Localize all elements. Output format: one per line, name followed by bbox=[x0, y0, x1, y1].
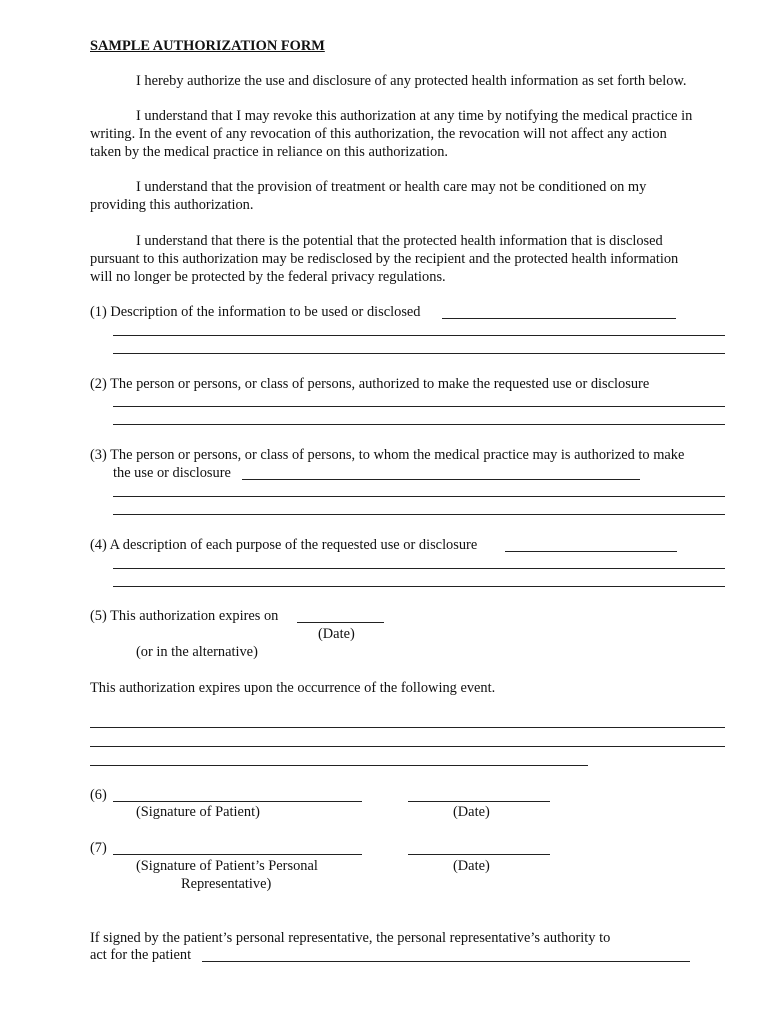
signature-6-number: (6) bbox=[90, 787, 107, 803]
expiration-event-field-line[interactable] bbox=[90, 765, 588, 766]
paragraph-redisclose-line2: pursuant to this authorization may be redisclosed by the recipient and the protected health information bbox=[90, 251, 679, 267]
patient-date-caption: (Date) bbox=[453, 804, 490, 820]
item-4-field-line[interactable] bbox=[113, 568, 725, 569]
expiration-event-field-line[interactable] bbox=[90, 746, 725, 747]
item-1-field-line[interactable] bbox=[113, 335, 725, 336]
patient-signature-date-field[interactable] bbox=[408, 801, 550, 802]
item-3-field-line[interactable] bbox=[113, 496, 725, 497]
representative-signature-caption-line1: (Signature of Patient’s Personal bbox=[136, 858, 318, 874]
paragraph-revoke-line3: taken by the medical practice in reliance on this authorization. bbox=[90, 144, 449, 160]
expiration-event-label: This authorization expires upon the occurrence of the following event. bbox=[90, 680, 496, 696]
item-3-label-line2: the use or disclosure bbox=[113, 465, 231, 481]
paragraph-authorize: I hereby authorize the use and disclosure of any protected health information as set forth below. bbox=[136, 73, 687, 89]
item-4-label: (4) A description of each purpose of the requested use or disclosure bbox=[90, 537, 478, 553]
item-3-field-line[interactable] bbox=[113, 514, 725, 515]
representative-signature-date-field[interactable] bbox=[408, 854, 550, 855]
patient-signature-field[interactable] bbox=[113, 801, 362, 802]
signature-7-number: (7) bbox=[90, 840, 107, 856]
item-2-field-line[interactable] bbox=[113, 424, 725, 425]
representative-date-caption: (Date) bbox=[453, 858, 490, 874]
item-3-inline-field[interactable] bbox=[242, 479, 640, 480]
representative-authority-field[interactable] bbox=[202, 961, 690, 962]
item-4-field-line[interactable] bbox=[113, 586, 725, 587]
paragraph-treatment-line2: providing this authorization. bbox=[90, 197, 254, 213]
footer-authority-line1: If signed by the patient’s personal representative, the personal representative’s authority to bbox=[90, 930, 611, 946]
expiration-date-caption: (Date) bbox=[318, 626, 355, 642]
expiration-event-field-line[interactable] bbox=[90, 727, 725, 728]
footer-authority-line2: act for the patient bbox=[90, 947, 192, 963]
item-1-inline-field[interactable] bbox=[442, 318, 676, 319]
item-3-label-line1: (3) The person or persons, or class of persons, to whom the medical practice may is authorized to make bbox=[90, 447, 685, 463]
expiration-date-field[interactable] bbox=[297, 622, 384, 623]
paragraph-redisclose-line1: I understand that there is the potential that the protected health information that is disclosed bbox=[136, 233, 663, 249]
item-5-label: (5) This authorization expires on bbox=[90, 608, 279, 624]
paragraph-revoke-line1: I understand that I may revoke this authorization at any time by notifying the medical practice in bbox=[136, 108, 693, 124]
item-1-label: (1) Description of the information to be used or disclosed bbox=[90, 304, 421, 320]
paragraph-treatment-line1: I understand that the provision of treatment or health care may not be conditioned on my bbox=[136, 179, 647, 195]
item-1-field-line[interactable] bbox=[113, 353, 725, 354]
representative-signature-field[interactable] bbox=[113, 854, 362, 855]
item-4-inline-field[interactable] bbox=[505, 551, 677, 552]
page-title: SAMPLE AUTHORIZATION FORM bbox=[90, 38, 325, 54]
paragraph-revoke-line2: writing. In the event of any revocation of this authorization, the revocation will not affect any action bbox=[90, 126, 667, 142]
item-2-field-line[interactable] bbox=[113, 406, 725, 407]
alternative-caption: (or in the alternative) bbox=[136, 644, 258, 660]
patient-signature-caption: (Signature of Patient) bbox=[136, 804, 260, 820]
paragraph-redisclose-line3: will no longer be protected by the federal privacy regulations. bbox=[90, 269, 446, 285]
item-2-label: (2) The person or persons, or class of persons, authorized to make the requested use or disclosure bbox=[90, 376, 650, 392]
representative-signature-caption-line2: Representative) bbox=[181, 876, 272, 892]
